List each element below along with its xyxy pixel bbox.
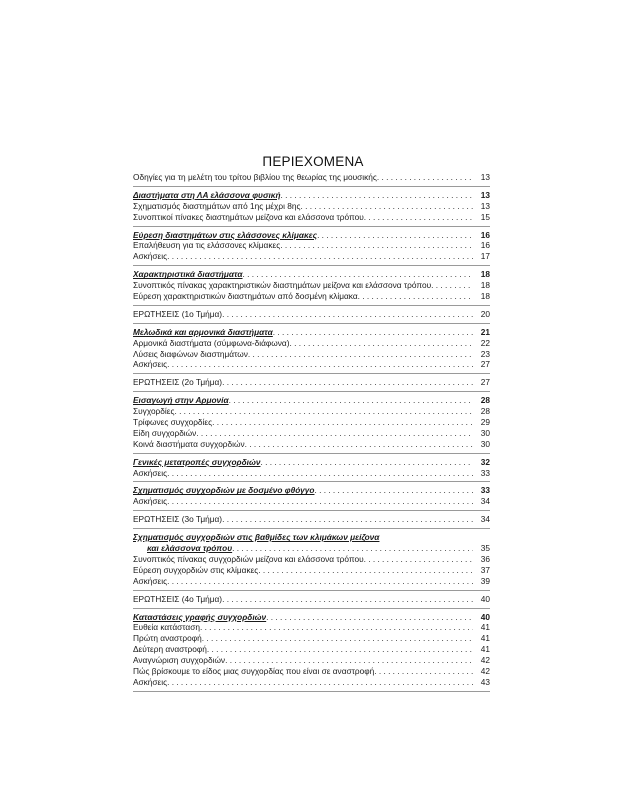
section-divider — [133, 507, 490, 511]
toc-page-number: 40 — [480, 593, 490, 604]
toc-section — [133, 377, 490, 392]
toc-entry-title: Πρώτη αναστροφή — [133, 633, 202, 644]
toc-section — [133, 514, 490, 529]
toc-entry[interactable] — [133, 309, 490, 320]
toc-entry[interactable] — [133, 554, 490, 565]
toc-entry-title: Λύσεις διαφώνων διαστημάτων — [133, 348, 248, 359]
toc-heading[interactable] — [133, 327, 490, 338]
toc-entry-title: Σχηματισμός συγχορδιών με δοσμένο φθόγγο — [133, 485, 315, 496]
toc-entry-title: Ασκήσεις — [133, 251, 168, 262]
toc-page-number: 39 — [480, 575, 490, 586]
toc-page-number: 20 — [480, 308, 490, 319]
toc-page-number: 30 — [480, 438, 490, 449]
toc-entry[interactable] — [133, 677, 490, 688]
section-divider — [133, 320, 490, 324]
toc-page-number: 42 — [480, 665, 490, 676]
toc-page-number: 18 — [480, 280, 490, 291]
toc-page-number: 18 — [480, 269, 490, 280]
toc-entry-title: ΕΡΩΤΗΣΕΙΣ (4ο Τμήμα) — [133, 593, 223, 604]
toc-entry-title: Σχηματισμός συγχορδιών στις βαθμίδες των κλιμάκων μείζονα — [133, 532, 380, 543]
toc-page-number: 13 — [480, 200, 490, 211]
section-divider — [133, 525, 490, 529]
toc-entry-title: Πώς βρίσκουμε το είδος μιας συγχορδίας που είναι σε αναστροφή — [133, 665, 375, 676]
toc-page-number: 37 — [480, 564, 490, 575]
section-divider — [133, 450, 490, 454]
toc-entry-title: Συνοπτικοί πίνακες διαστημάτων μείζονα και ελάσσονα τρόπου — [133, 211, 364, 222]
toc-section — [133, 457, 490, 483]
section-divider — [133, 478, 490, 482]
page-title: ΠΕΡΙΕΧΟΜΕΝΑ — [262, 154, 364, 169]
toc-page-number: 21 — [480, 326, 490, 337]
toc-section — [133, 532, 490, 590]
toc-entry[interactable] — [133, 666, 490, 677]
toc-page-number: 16 — [480, 240, 490, 251]
toc-page-number: 17 — [480, 251, 490, 262]
toc-section — [133, 230, 490, 267]
section-divider — [133, 688, 490, 692]
toc-heading[interactable] — [133, 230, 490, 241]
toc-entry[interactable] — [133, 377, 490, 388]
toc-entry-title: Είδη συγχορδιών — [133, 427, 197, 438]
toc-entry[interactable] — [133, 172, 490, 183]
toc-page-number: 13 — [480, 189, 490, 200]
toc-page-number: 34 — [480, 496, 490, 507]
toc-entry[interactable] — [133, 201, 490, 212]
toc-page-number: 27 — [480, 359, 490, 370]
toc-entry-title: Επαλήθευση για τις ελάσσονες κλίμακες — [133, 240, 281, 251]
toc-entry-title: Καταστάσεις γραφής συγχορδιών — [133, 611, 267, 622]
toc-entry-title: Συνοπτικός πίνακας συγχορδιών μείζονα και ελάσσονα τρόπου — [133, 553, 364, 564]
toc-page-number: 41 — [480, 622, 490, 633]
toc-entry-title: Ευθεία κατάσταση — [133, 622, 200, 633]
toc-entry-title: Μελωδικά και αρμονικά διαστήματα — [133, 326, 273, 337]
toc-section — [133, 594, 490, 609]
toc-heading[interactable] — [133, 457, 490, 468]
toc-page-number: 41 — [480, 644, 490, 655]
toc-page-number: 40 — [480, 611, 490, 622]
toc-entry-title: Ασκήσεις — [133, 359, 168, 370]
toc-section — [133, 269, 490, 306]
toc-entry-title: Κοινά διαστήματα συγχορδιών — [133, 438, 245, 449]
toc-page-number: 16 — [480, 229, 490, 240]
toc-entry-title: και ελάσσονα τρόπου — [133, 543, 232, 554]
toc-entry-title: Ασκήσεις — [133, 496, 168, 507]
toc-entry[interactable] — [133, 633, 490, 644]
section-divider — [133, 262, 490, 266]
toc-entry-title: Δεύτερη αναστροφή — [133, 644, 207, 655]
toc-entry[interactable] — [133, 565, 490, 576]
toc-entry[interactable] — [133, 594, 490, 605]
toc-entry-title: ΕΡΩΤΗΣΕΙΣ (2ο Τμήμα) — [133, 377, 223, 388]
section-divider — [133, 605, 490, 609]
toc-section — [133, 190, 490, 227]
toc-entry-title: Εύρεση συγχορδιών στις κλίμακες — [133, 564, 259, 575]
toc-entry-title: Ασκήσεις — [133, 676, 168, 687]
toc-entry[interactable] — [133, 576, 490, 587]
toc-page-number: 27 — [480, 377, 490, 388]
toc-page-number: 42 — [480, 655, 490, 666]
toc-entry[interactable] — [133, 622, 490, 633]
toc-entry[interactable] — [133, 496, 490, 507]
toc-entry-title: Ασκήσεις — [133, 467, 168, 478]
toc-page-number: 33 — [480, 485, 490, 496]
toc-entry[interactable] — [133, 338, 490, 349]
toc-heading[interactable] — [133, 532, 490, 543]
toc-entry-title: Χαρακτηριστικά διαστήματα — [133, 269, 243, 280]
table-of-contents — [133, 172, 490, 695]
toc-entry[interactable] — [133, 212, 490, 223]
toc-entry[interactable] — [133, 251, 490, 262]
toc-page-number: 36 — [480, 553, 490, 564]
toc-entry-title: Διαστήματα στη ΛΑ ελάσσονα φυσική — [133, 189, 281, 200]
toc-entry-title: Συνοπτικός πίνακας χαρακτηριστικών διαστημάτων μείζονα και ελάσσονα τρόπου — [133, 280, 432, 291]
section-divider — [133, 388, 490, 392]
toc-page-number: 22 — [480, 337, 490, 348]
toc-heading[interactable] — [133, 190, 490, 201]
toc-page-number: 29 — [480, 417, 490, 428]
toc-page-number: 43 — [480, 676, 490, 687]
toc-heading[interactable] — [133, 485, 490, 496]
toc-entry[interactable] — [133, 406, 490, 417]
toc-entry-title: Σχηματισμός διαστημάτων από 1ης μέχρι 8ης — [133, 200, 301, 211]
toc-entry-title: Τρίφωνες συγχορδίες — [133, 417, 213, 428]
toc-entry[interactable] — [133, 417, 490, 428]
toc-heading[interactable] — [133, 269, 490, 280]
toc-entry[interactable] — [133, 543, 490, 554]
toc-page-number: 28 — [480, 395, 490, 406]
toc-entry[interactable] — [133, 514, 490, 525]
toc-section — [133, 309, 490, 324]
toc-page-number: 28 — [480, 406, 490, 417]
toc-entry[interactable] — [133, 655, 490, 666]
section-divider — [133, 587, 490, 591]
toc-entry-title: Εισαγωγή στην Αρμονία — [133, 395, 229, 406]
toc-entry-title: Εύρεση διαστημάτων στις ελάσσονες κλίμακες — [133, 229, 318, 240]
section-divider — [133, 183, 490, 187]
toc-section — [133, 485, 490, 511]
toc-page-number: 15 — [480, 211, 490, 222]
toc-page-number: 13 — [480, 172, 490, 182]
toc-page-number: 18 — [480, 291, 490, 302]
toc-section — [133, 395, 490, 453]
toc-entry[interactable] — [133, 240, 490, 251]
toc-entry-title: ΕΡΩΤΗΣΕΙΣ (1ο Τμήμα) — [133, 308, 223, 319]
toc-page-number: 23 — [480, 348, 490, 359]
toc-entry[interactable] — [133, 359, 490, 370]
toc-entry-title: Συγχορδίες — [133, 406, 175, 417]
toc-entry-title: Γενικές μετατροπές συγχορδιών — [133, 456, 261, 467]
toc-entry[interactable] — [133, 349, 490, 360]
section-divider — [133, 223, 490, 227]
toc-entry[interactable] — [133, 428, 490, 439]
toc-page-number: 41 — [480, 633, 490, 644]
toc-entry[interactable] — [133, 291, 490, 302]
toc-page-number: 33 — [480, 467, 490, 478]
toc-entry[interactable] — [133, 439, 490, 450]
toc-entry-title: Οδηγίες για τη μελέτη του τρίτου βιβλίου της θεωρίας της μουσικής — [133, 172, 377, 182]
toc-entry[interactable] — [133, 644, 490, 655]
toc-entry-title: Ασκήσεις — [133, 575, 168, 586]
toc-page-number: 34 — [480, 514, 490, 525]
toc-heading[interactable] — [133, 612, 490, 623]
toc-entry-title: Αρμονικά διαστήματα (σύμφωνα-διάφωνα) — [133, 337, 290, 348]
toc-page-number: 32 — [480, 456, 490, 467]
toc-entry-title: Εύρεση χαρακτηριστικών διαστημάτων από δοσμένη κλίμακα — [133, 291, 358, 302]
toc-entry-title: ΕΡΩΤΗΣΕΙΣ (3ο Τμήμα) — [133, 514, 223, 525]
toc-section — [133, 612, 490, 692]
toc-section — [133, 172, 490, 187]
toc-page-number: 35 — [480, 543, 490, 554]
toc-entry[interactable] — [133, 468, 490, 479]
toc-entry[interactable] — [133, 280, 490, 291]
toc-heading[interactable] — [133, 395, 490, 406]
toc-entry-title: Αναγνώριση συγχορδιών — [133, 655, 226, 666]
section-divider — [133, 370, 490, 374]
toc-page-number: 30 — [480, 427, 490, 438]
section-divider — [133, 302, 490, 306]
toc-section — [133, 327, 490, 375]
